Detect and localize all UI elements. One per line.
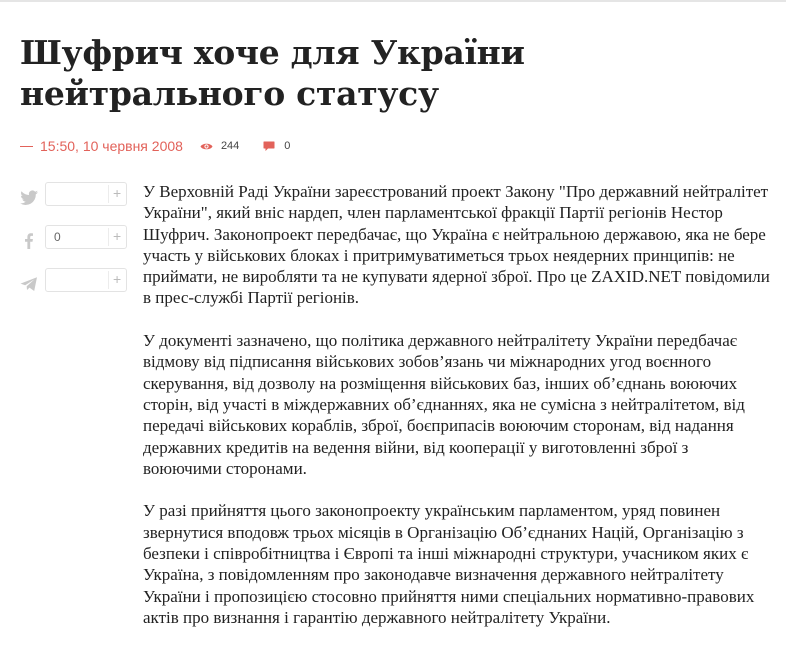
article-body xyxy=(143,181,771,650)
views-counter xyxy=(200,140,239,152)
top-divider xyxy=(0,0,786,2)
article-meta xyxy=(20,138,290,154)
counter-divider xyxy=(108,185,109,203)
twitter-icon xyxy=(18,187,40,209)
plus-icon[interactable]: + xyxy=(113,228,122,244)
article-paragraph: У разі прийняття цього законопроекту українським парламентом, уряд повинен звернутися вподовж трьох місяців в Організацію Об’єднаних Націй, Організацію з безпеки і співробітництва і Європі та інші міжнародні структури, учасником яких є Україна, з повідомленням про законодавче визначення державного нейтралітету України і пропозицією стосовно прийняття ними спеціальних нормативно-правових актів про визнання і гарантію державного нейтралітету України. xyxy=(143,501,755,627)
meta-dash xyxy=(20,146,33,147)
eye-icon xyxy=(200,142,213,151)
views-count: 244 xyxy=(220,140,240,152)
share-counter-facebook[interactable] xyxy=(45,225,127,249)
counter-divider xyxy=(108,271,109,289)
article-paragraph: У документі зазначено, що політика державного нейтралітету України передбачає відмову від підписання військових зобов’язань чи міжнародних угод воєнного скерування, від дозволу на розміщення військових баз, інших об’єднань воюючих сторін, від участі в міждержавних об’єднаннях, яка не сумісна з нейтралітетом, від передачі військових кораблів, зброї, боєприпасів воюючим сторонам, від надання державних кредитів на ведення війни, від кооперації у виготовленні зброї з воюючими сторонами. xyxy=(143,331,745,478)
article-title: Шуфрич хоче для України нейтрального статусу xyxy=(20,33,525,113)
comment-icon xyxy=(263,141,275,152)
comments-count: 0 xyxy=(284,140,291,152)
share-counter-telegram[interactable] xyxy=(45,268,127,292)
share-count: 0 xyxy=(54,230,61,244)
facebook-icon xyxy=(18,230,40,252)
plus-icon[interactable]: + xyxy=(113,185,122,201)
telegram-icon xyxy=(18,273,40,295)
plus-icon[interactable]: + xyxy=(113,271,122,287)
article-paragraph: У Верховній Раді України зареєстрований проект Закону "Про державний нейтралітет України", який вніс нардеп, член парламентської фракції Партії регіонів Нестор Шуфрич. Законопроект передбачає, що Україна є нейтральною державою, яка не бере участь у військових блоках і притримуватиметься трьох неядерних принципів: не приймати, не виробляти та не купувати ядерної зброї. Про це ZAXID.NET повідомили в прес-службі Партії регіонів. xyxy=(143,182,770,308)
counter-divider xyxy=(108,228,109,246)
article-date: 15:50, 10 червня 2008 xyxy=(40,138,183,154)
share-counter-twitter[interactable] xyxy=(45,182,127,206)
comments-counter[interactable] xyxy=(263,140,290,152)
